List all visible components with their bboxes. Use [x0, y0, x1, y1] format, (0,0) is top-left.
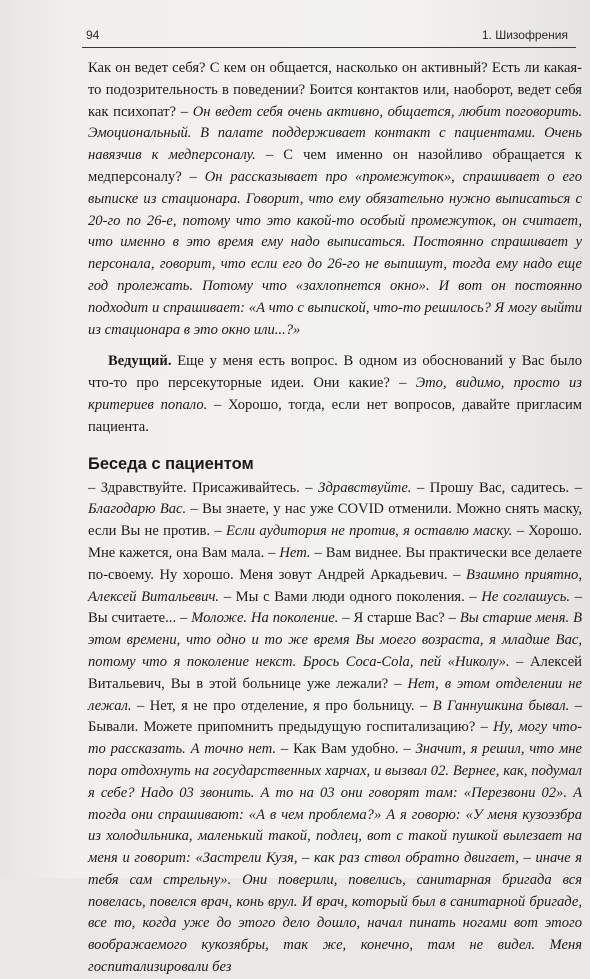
chapter-title: 1. Шизофрения	[481, 28, 568, 42]
patient-reply: Нет.	[279, 544, 311, 561]
doctor-line: – Я старше Вас? –	[338, 610, 460, 627]
patient-reply: Если аудитория не против, я оставлю маску.	[225, 523, 513, 540]
doctor-line: – Вы знаете, у нас уже COVID отменили. Можно снять маску, если Вы не против. –	[88, 501, 583, 540]
paragraph-host-question	[88, 351, 582, 438]
doctor-line: – Здравствуйте. Присаживайтесь. –	[88, 479, 319, 496]
patient-reply: Благодарю Вас.	[88, 501, 187, 518]
text-run: Как он ведет себя? С кем он общается, насколько он активный? Есть ли какая-то подозрительность в поведении? Боится контактов или, наоборот, ведет себя как психопат? –	[88, 60, 582, 120]
italic-answer: Он ведет себя очень активно, общается, любит поговорить. Эмоциональный. В палате поддерживает контакт с пациентами. Очень навязчив к медперсоналу.	[88, 103, 582, 164]
page-number: 94	[86, 28, 100, 42]
doctor-line: – Прошу Вас, садитесь. –	[411, 479, 582, 496]
patient-reply: Вы старше меня. В этом времени, что одно и то же время Вы моего возраста, я младше Вас, потому что я поколение некст. Брось Coca-Cola, пей «Николу».	[88, 610, 582, 670]
doctor-line: – Вы считаете... –	[88, 588, 582, 627]
text-run: – С чем именно он назойливо обращается к медперсоналу? –	[88, 147, 582, 185]
patient-reply: Не соглашусь.	[481, 588, 571, 605]
doctor-line: – Бывали. Можете припомнить предыдущую госпитализацию? –	[88, 697, 582, 736]
patient-reply: Ну, могу что-то рассказать. А точно нет.	[88, 719, 582, 758]
doctor-line: – Нет, я не про отделение, я про больницу. –	[131, 697, 433, 714]
italic-answer: Это, видимо, просто из критериев попало.	[88, 375, 582, 413]
text-run: Еще у меня есть вопрос. В одном из обоснований у Вас было что-то про персекуторные идеи. Они какие? –	[88, 353, 582, 392]
section-heading: Беседа с пациентом	[88, 454, 254, 473]
text-run: – Хорошо, тогда, если нет вопросов, давайте пригласим пациента.	[88, 396, 583, 435]
patient-reply: В Ганнушкина бывал.	[432, 697, 570, 714]
patient-reply: Значит, я решил, что мне пора отдохнуть на государственных харчах, и вызвал 02. Вернее, как, подумал я себе? Надо 03 звонить. А то на 03 они говорят там: «Перезвони 02». А тогда они спрашивают: «А в чем проблема?» А я говорю: «У меня кузоэзбра из холодильника, маленький такой, подлец, вот с такой пушкой вылезает на меня и говорит: «Застрели Кузя, – как раз ствол обратно двигает, – иначе я тебя сам стрельну». Они поверили, повелись, санитарная бригада вся повелась, повелся врач, конь врул. И врач, который был в санитарной бригаде, все то, когда уже до этого дело дошло, начал пинать ногами вот этого воображаемого кукозябры, так же, конечно, там не видел. Меня госпитализировали без	[88, 741, 583, 976]
paragraph-case-discussion	[88, 58, 582, 341]
paragraph-dialog	[88, 478, 582, 979]
doctor-line: – Хорошо. Мне кажется, она Вам мала. –	[88, 523, 582, 561]
italic-answer: Он рассказывает про «промежуток», спрашивает о его выписке из стационара. Говорит, что ему обязательно нужно выписаться с 20-го по 26-е, потому что это какой-то особый промежуток, он считает, что именно в это время ему надо выписаться. Постоянно спрашивает у персонала, говорит, что если его до 26-го не выпишут, тогда ему надо еще год пролежать. Потому что «захлопнется окно». И вот он постоянно подходит и спрашивает: «А что с выпиской, что-то решилось? Я могу выйти из стационара в это окно или...?»	[88, 168, 582, 338]
patient-reply: Нет, в этом отделении не лежал.	[88, 675, 582, 714]
page-body	[88, 58, 582, 979]
patient-reply: Взаимно приятно, Алексей Витальевич.	[88, 566, 582, 605]
patient-reply: Здравствуйте.	[318, 479, 412, 496]
doctor-line: – Как Вам удобно. –	[276, 741, 416, 758]
doctor-line: – Алексей Витальевич, Вы в этой больнице уже лежали? –	[88, 653, 582, 692]
doctor-line: – Мы с Вами люди одного поколения. –	[219, 588, 482, 605]
running-header	[82, 22, 576, 48]
header-rule	[82, 47, 576, 48]
doctor-line: – Вам виднее. Вы практически все делаете по-своему. Ну хорошо. Меня зовут Андрей Аркадьевич. –	[88, 544, 582, 583]
speaker-label: Ведущий.	[108, 353, 172, 370]
patient-reply: Моложе. На поколение.	[191, 610, 339, 627]
